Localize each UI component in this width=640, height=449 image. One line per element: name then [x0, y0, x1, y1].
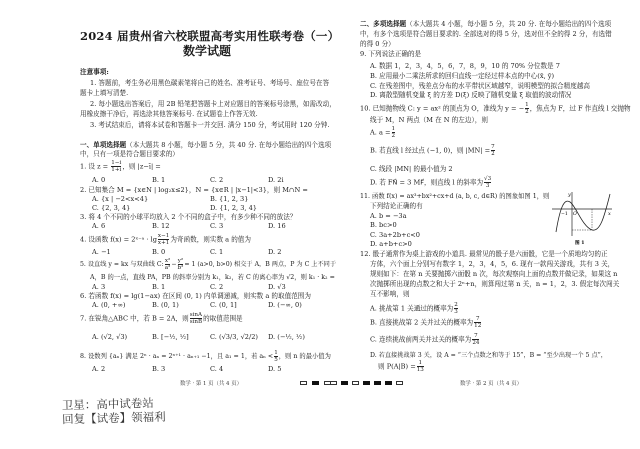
q1-stem2: ，则 |z−ī| =: [122, 162, 161, 171]
section1-desc: （本大题共 8 小题，每小题 5 分，共 40 分. 在每小题给出的四个选项: [126, 141, 332, 149]
frac-den: 3: [454, 309, 458, 315]
q8-option-b: B. 3: [152, 365, 166, 373]
q5-frac1-num: x²: [164, 258, 171, 264]
q1-option-d: D. 2i: [268, 176, 284, 184]
q4-frac-den: x+1: [157, 240, 170, 246]
q9-option-a: A. 数据 1，2，3，4，5，6，7，8，9，10 的 70% 分位数是 7: [370, 62, 560, 70]
section1-desc-2: 中，只有一项是符合题目要求的）: [80, 150, 179, 158]
q12-option-d-text2: 则 P(A|B) =: [378, 362, 416, 371]
q11-option-c: C. 3a+2b+c<0: [370, 231, 421, 239]
q8-stem: 8. 设数列 {aₙ} 满足 2ⁿ · aₙ = 2ⁿ⁺¹ · aₙ₊₁ −1，且 a₁ = 1，若 aₙ <: [80, 353, 274, 360]
q2-option-d: D. {1, 2, 3, 4}: [210, 204, 257, 212]
x-axis-label: x: [608, 211, 611, 217]
q10-option-d-fraction: [484, 176, 491, 189]
q7-stem2: 的取值范围是: [203, 314, 243, 323]
q4-option-a: A. −1: [92, 248, 111, 256]
question-8: [80, 350, 331, 363]
registration-mark: [396, 381, 403, 385]
q7-frac-num: sinA: [189, 312, 203, 318]
q7-option-c: C. (√3/3, √2/2): [210, 333, 258, 341]
q10-option-b-text: B. 若直线 l 经过点 (−1, 0)，则 |MN| =: [370, 146, 491, 155]
q11-option-a: A. b = −3a: [370, 212, 407, 220]
q1-option-a: A. 0: [92, 176, 106, 184]
q3-option-d: D. 16: [268, 222, 286, 230]
frac-den: 2: [491, 151, 495, 157]
q8-option-a: A. 2: [92, 365, 106, 373]
question-12-line: 互不影响，则: [370, 290, 410, 298]
q10-option-d: [370, 176, 492, 189]
registration-mark: [300, 381, 307, 385]
origin-label: O: [573, 212, 577, 217]
section2-heading: 二、多项选择题: [360, 20, 407, 28]
q4-fraction: [158, 233, 169, 246]
notes-line: 用橡皮擦干净后，再选涂其他答案标号. 在试题卷上作答无效.: [80, 110, 258, 118]
frac-num: √3: [484, 176, 492, 182]
question-7: [80, 312, 243, 325]
registration-mark: [312, 381, 319, 385]
q8-fraction: [274, 350, 278, 363]
q10-option-a: [370, 126, 396, 139]
question-3: 3. 将 4 个不同的小球平均放入 2 个不同的盒子中，有多少种不同的放法？: [80, 213, 297, 221]
q6-option-a: A. (0, +∞): [92, 301, 126, 309]
q8-frac-num: 1: [274, 350, 278, 356]
q1-frac-den: 1+i: [111, 167, 122, 173]
q4-option-c: C. 1: [210, 248, 224, 256]
frac-den: 24: [472, 340, 480, 346]
q6-option-d: D. (−∞, 0): [268, 301, 302, 309]
q12-option-d-fraction: [417, 360, 424, 373]
question-2: 2. 已知集合 M = {x∈N | log₂x≤2}，N = {x∈R | |x−1|<3}，则 M∩N =: [80, 186, 308, 194]
q8-option-c: C. 4: [210, 365, 224, 373]
q11-option-b: B. bc>0: [370, 221, 397, 229]
q10-option-a-fraction: [392, 126, 396, 139]
q12-option-b-text: B. 直接挑战第 2 关并过关的概率为: [370, 318, 474, 327]
question-10: [360, 102, 631, 115]
q5-stem-line2: A，B 的一点，直线 PA，PB 的斜率分别为 k₁，k₂，若 C 的离心率为 √2，则 k₁ · k₂ =: [90, 274, 335, 281]
q10-stem-line2: 线于 M，N 两点（M 在 N 的左边），则: [370, 116, 488, 124]
q2-option-a: A. {x | −2<x<4}: [92, 195, 149, 203]
notes-line: 3. 考试结束后，请将本试卷和答题卡一并交回. 满分 150 分，考试用时 120 分钟.: [90, 121, 330, 129]
q12-option-c-fraction: [472, 333, 479, 346]
notes-line: 1. 答题前，考生务必用黑色碳素笔将自己的姓名、准考证号、考场号、座位号在答: [90, 79, 330, 87]
q12-option-c-text: C. 连续挑战前两关并过关的概率为: [370, 335, 472, 344]
q5-stem: 5. 设直线 y = kx 与双曲线 C:: [80, 261, 164, 268]
q1-fraction: [111, 160, 121, 173]
frac-num: 7: [475, 316, 480, 322]
q11-stem-line2: 下列结论正确的有: [370, 202, 423, 210]
question-12-line: 规则如下：在第 n 关要抛掷六面骰 n 次，每次观察向上面的点数并做记录，如果这 n: [370, 270, 618, 278]
section2-desc-3: 的得 0 分）: [360, 40, 395, 48]
y-axis-label: y: [568, 192, 571, 198]
q5-stem2: = 1 (a>0, b>0) 相交于 A，B 两点，P 为 C 上不同于: [184, 261, 337, 268]
exam-title: 2024 届贵州省六校联盟高考实用性联考卷（一）: [80, 29, 340, 43]
q12-option-c: [370, 333, 480, 346]
q5-option-b: B. 1: [152, 283, 166, 291]
q10-option-d-text: D. 若 FN⃗ = 3 MF⃗，则直线 l 的斜率为: [370, 178, 484, 187]
question-5: [80, 258, 336, 271]
q5-minus: −: [171, 261, 177, 268]
q5-fraction-2: [178, 258, 184, 271]
q4-stem2: 为奇函数，则实数 a 的值为: [170, 235, 251, 244]
q10-option-b: [370, 144, 496, 157]
q4-option-d: D. 2: [268, 248, 282, 256]
notes-line: 题卡上填写清楚.: [80, 89, 129, 97]
registration-mark: [352, 381, 359, 385]
notes-heading: 注意事项:: [80, 68, 109, 76]
q12-option-a-fraction: [454, 302, 458, 315]
q10-frac-num: 1: [525, 102, 529, 108]
registration-mark: [341, 381, 348, 385]
watermark: [62, 396, 166, 427]
frac-num: 2: [454, 302, 458, 308]
registration-mark: [385, 381, 392, 385]
q3-option-b: B. 12: [152, 222, 170, 230]
section1-header: [80, 141, 331, 149]
q1-stem: 1. 设 z =: [80, 162, 111, 171]
q10-option-c: C. 线段 |MN| 的最小值为 2: [370, 165, 453, 173]
q9-option-b: B. 应用最小二乘法所求的回归直线一定经过样本点的中心(x̄, ȳ): [370, 72, 555, 80]
question-11: 11. 函数 f(x) = ax³+bx²+cx+d (a, b, c, d∈R) 的图象如图 1，则: [360, 193, 550, 200]
q5-frac1-den: a²: [164, 265, 171, 271]
q1-option-c: C. 2: [210, 176, 224, 184]
frac-den: 2: [391, 133, 396, 139]
q5-option-a: A. 3: [92, 283, 106, 291]
figure-caption: 图 1: [575, 241, 585, 246]
q12-option-d-line2: [378, 360, 425, 373]
q12-option-a-text: A. 挑战第 1 关通过的概率为: [370, 304, 454, 313]
q12-option-d: D. 若直接挑战第 3 关，设 A = “三个点数之和等于 15”，B = “至少出现一个 5 点”，: [370, 352, 607, 359]
question-1: [80, 160, 161, 173]
q4-option-b: B. 0: [152, 248, 166, 256]
page-footer-left: 数学 · 第 1 页（共 4 页）: [180, 381, 242, 387]
figure-1-cubic-graph: [548, 188, 614, 246]
q7-option-a: A. (√2, √3): [92, 333, 128, 341]
q7-fraction: [190, 312, 202, 325]
question-4: [80, 233, 251, 246]
watermark-line-2: 回复【试卷】领福利: [62, 409, 166, 427]
frac-num: 7: [474, 333, 478, 339]
page-footer-right: 数学 · 第 2 页（共 4 页）: [460, 381, 522, 387]
q5-frac2-num: y²: [177, 258, 184, 264]
q1-frac-num: 1−i: [111, 160, 122, 166]
registration-mark: [374, 381, 381, 385]
q5-frac2-den: b²: [177, 265, 184, 271]
q10-option-b-fraction: [491, 144, 495, 157]
q5-option-c: C. 2: [210, 283, 224, 291]
q3-option-c: C. 3: [210, 222, 224, 230]
q12-option-b-fraction: [474, 316, 481, 329]
q1-option-b: B. 1: [152, 176, 166, 184]
q8-option-d: D. 5: [268, 365, 282, 373]
frac-num: 7: [491, 144, 495, 150]
tick-neg1: −1: [561, 212, 568, 217]
registration-mark: [363, 381, 370, 385]
section2-desc-2: 中，有多个选项是符合题目要求的. 全部选对的得 5 分，选对但不全的得 2 分，有选错: [360, 30, 612, 38]
question-6: 6. 若函数 f(x) = lg(1−ax) 在区间 (0, 1) 内单调递减，则实数 a 的取值范围为: [80, 292, 311, 300]
section2-desc: （本大题共 4 小题，每小题 5 分，共 20 分. 在每小题给出的四个选项: [406, 20, 612, 28]
question-12-line: 次抛掷所出现的点数之和大于 2ⁿ+n，则算闯过第 n 关，n = 1，2，3. 假定每次闯关: [370, 280, 620, 288]
notes-line: 2. 每小题选出答案后，用 2B 铅笔把答题卡上对应题目的答案标号涂黑，如需改动，: [90, 100, 336, 108]
q9-option-c: C. 在残差图中，残差点分布的水平带状区域越窄，说明模型的拟合精度越高: [370, 82, 591, 90]
question-9: 9. 下列说法正确的是: [360, 50, 422, 58]
q8-stem2: ，则 n 的最小值为: [278, 353, 331, 360]
q10-frac-den: 2: [525, 109, 529, 115]
q4-frac-num: x−1: [157, 233, 170, 239]
q5-fraction-1: [165, 258, 171, 271]
q12-option-a: [370, 302, 459, 315]
q6-option-b: B. (0, 1): [152, 301, 179, 309]
watermark-line-1: 卫星：高中试卷站: [61, 395, 154, 413]
q2-option-c: C. {2, 3, 4}: [92, 204, 131, 212]
q6-option-c: C. (0, 1]: [210, 301, 237, 309]
question-12-line: 12. 骰子通常作为桌上游戏的小道具. 最常见的骰子是六面骰，它是一个质地均匀的正: [360, 250, 608, 258]
q9-option-d: D. 离散型随机变量 ξ 的方差 D(ξ) 反映了随机变量 ξ 取值的波动情况: [370, 91, 572, 99]
frac-num: 1: [391, 126, 396, 132]
q8-frac-den: 5: [274, 357, 278, 363]
frac-den: 13: [416, 367, 424, 373]
frac-den: 3: [485, 183, 490, 189]
q7-stem: 7. 在锐角△ABC 中，若 B = 2A，则: [80, 314, 189, 323]
q4-stem: 4. 设函数 f(x) = 2ˣ⁻ᵃ · lg: [80, 235, 157, 244]
q10-stem: 10. 已知抛物线 C: y = ax² 的顶点为 O，准线为 y = −: [360, 104, 525, 113]
q7-option-b: B. [−½, ½]: [152, 333, 189, 341]
q7-option-d: D. (−½, ½): [268, 333, 305, 341]
q11-option-d: D. a+b+c>0: [370, 240, 412, 248]
exam-page-2: [330, 0, 640, 449]
q10-stem2: ，焦点为 F，过 F 作直线 l 交抛物: [529, 104, 631, 113]
frac-num: 1: [418, 360, 423, 366]
frac-den: 12: [474, 323, 482, 329]
q10-fraction: [525, 102, 529, 115]
q12-option-b: [370, 316, 482, 329]
section2-header: [360, 20, 611, 28]
question-12-line: 方体，六个面上分别写有数字 1，2，3，4，5，6. 现有一款闯关游戏，共有 3 关，: [370, 260, 615, 268]
q10-option-a-text: A. a =: [370, 128, 391, 137]
exam-subtitle: 数学试题: [183, 44, 232, 58]
q3-option-a: A. 6: [92, 222, 106, 230]
registration-mark: [330, 381, 337, 385]
q7-frac-den: sinB: [189, 319, 203, 325]
section1-heading: 一、单项选择题: [80, 141, 127, 149]
q5-option-d: D. √3: [268, 283, 286, 291]
q2-option-b: B. {1, 2, 3}: [210, 195, 249, 203]
